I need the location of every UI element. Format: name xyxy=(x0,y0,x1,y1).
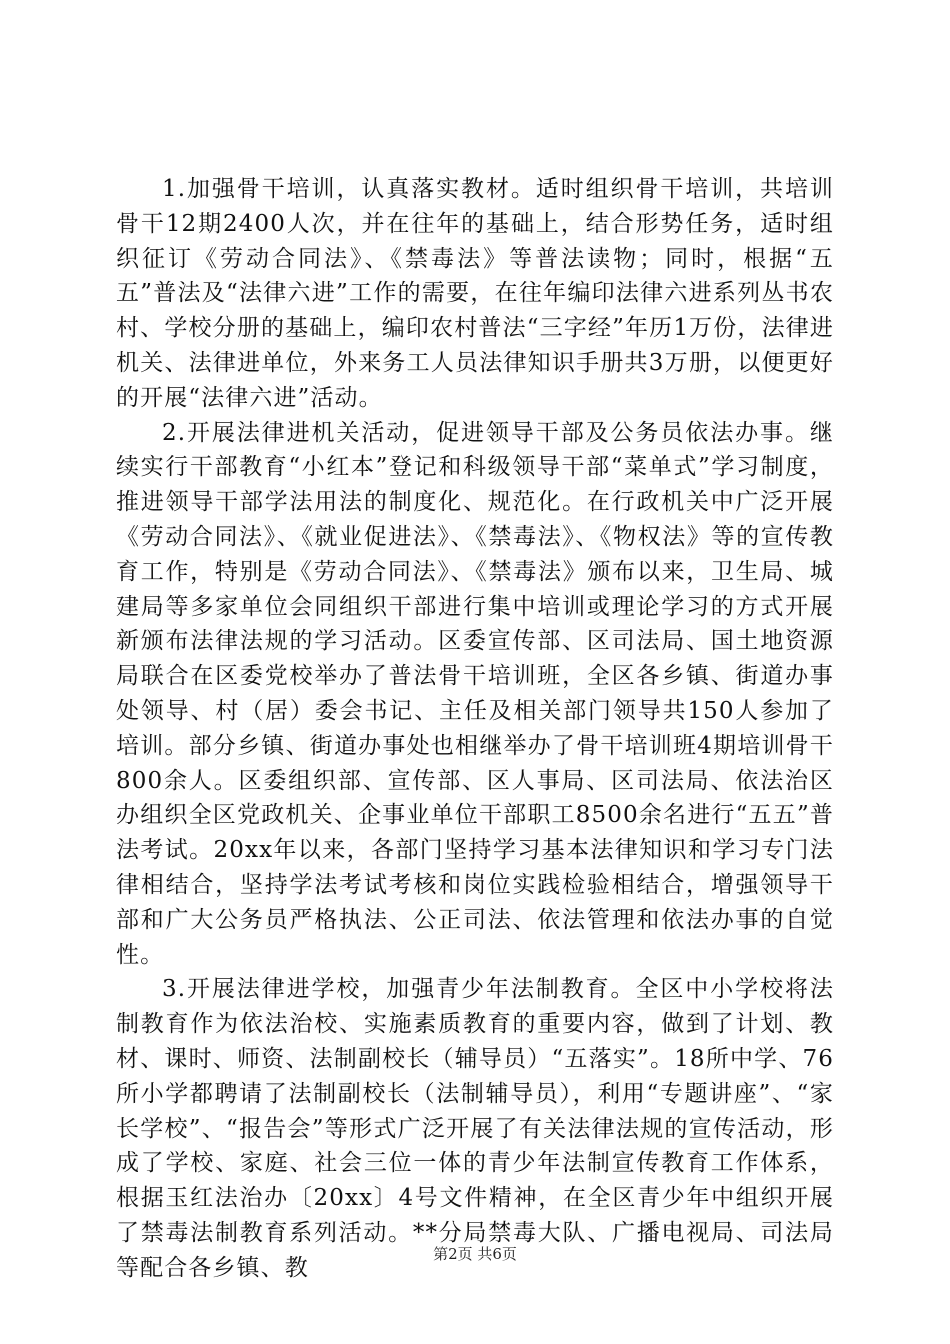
paragraph-3: 3.开展法律进学校，加强青少年法制教育。全区中小学校将法制教育作为依法治校、实施素质教育的重要内容，做到了计划、教材、课时、师资、法制副校长（辅导员）“五落实”。18所中学、76所小学都聘请了法制副校长（法制辅导员），利用“专题讲座”、“家长学校”、“报告会”等形式广泛开展了有关法律法规的宣传活动，形成了学校、家庭、社会三位一体的青少年法制宣传教育工作体系，根据玉红法治办〔20xx〕4号文件精神，在全区青少年中组织开展了禁毒法制教育系列活动。**分局禁毒大队、广播电视局、司法局等配合各乡镇、教 xyxy=(116,976,834,1281)
paragraph-2: 2.开展法律进机关活动，促进领导干部及公务员依法办事。继续实行干部教育“小红本”登记和科级领导干部“菜单式”学习制度，推进领导干部学法用法的制度化、规范化。在行政机关中广泛开展《劳动合同法》、《就业促进法》、《禁毒法》、《物权法》等的宣传教育工作，特别是《劳动合同法》、《禁毒法》颁布以来，卫生局、城建局等多家单位会同组织干部进行集中培训或理论学习的方式开展新颁布法律法规的学习活动。区委宣传部、区司法局、国土地资源局联合在区委党校举办了普法骨干培训班，全区各乡镇、街道办事处领导、村（居）委会书记、主任及相关部门领导共150人参加了培训。部分乡镇、街道办事处也相继举办了骨干培训班4期培训骨干800余人。区委组织部、宣传部、区人事局、区司法局、依法治区办组织全区党政机关、企事业单位干部职工8500余名进行“五五”普法考试。20xx年以来，各部门坚持学习基本法律知识和学习专门法律相结合，坚持学法考试考核和岗位实践检验相结合，增强领导干部和广大公务员严格执法、公正司法、依法管理和依法办事的自觉性。 xyxy=(116,419,834,968)
document-body xyxy=(116,172,834,1286)
paragraph-1: 1.加强骨干培训，认真落实教材。适时组织骨干培训，共培训骨干12期2400人次，并在往年的基础上，结合形势任务，适时组织征订《劳动合同法》、《禁毒法》等普法读物；同时，根据“五五”普法及“法律六进”工作的需要，在往年编印法律六进系列丛书农村、学校分册的基础上，编印农村普法“三字经”年历1万份，法律进机关、法律进单位，外来务工人员法律知识手册共3万册，以便更好的开展“法律六进”活动。 xyxy=(116,176,834,411)
page-footer: 第2页 共6页 xyxy=(433,1245,517,1263)
